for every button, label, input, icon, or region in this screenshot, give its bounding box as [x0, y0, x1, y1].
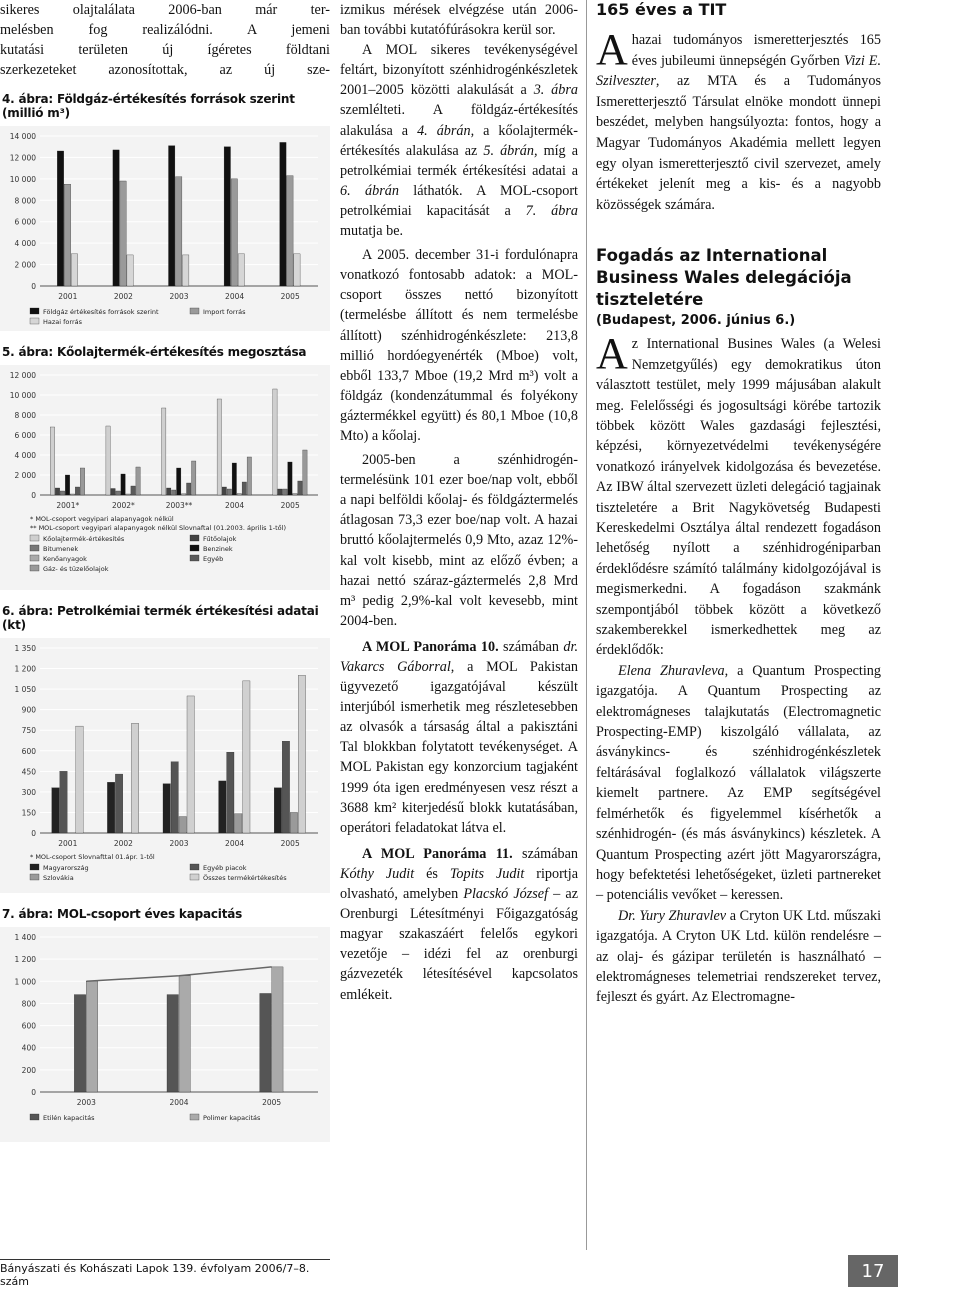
bar	[238, 254, 244, 286]
y-tick-label: 0	[31, 282, 36, 291]
y-tick-label: 1 000	[14, 977, 36, 987]
y-tick-label: 0	[31, 829, 36, 838]
bar	[57, 151, 63, 286]
paragraph	[340, 637, 578, 838]
bar	[75, 487, 79, 495]
column-1	[0, 0, 330, 1142]
bar	[131, 486, 135, 495]
bar	[120, 181, 126, 286]
text: Dr. Yury Zhuravlev	[618, 907, 727, 924]
bar	[231, 179, 237, 286]
text: Kóthy Judit	[340, 865, 415, 882]
paragraph: izmikus mérések elvégzése után 2006-ban további kutatófúrásokra kerül sor.	[340, 2, 578, 39]
article-body	[596, 25, 881, 215]
chart-6	[0, 638, 330, 893]
text: A MOL sikeres tevékenységével feltárt, bizonyított szénhidrogénkészletek 2001–2005 közötti alakulását a	[340, 42, 578, 99]
bar	[273, 389, 277, 495]
bar	[274, 788, 281, 833]
text: 4. ábrán,	[417, 122, 475, 139]
legend-label: Szlovákia	[43, 874, 74, 882]
legend-swatch	[190, 864, 199, 870]
y-tick-label: 200	[21, 1065, 36, 1075]
chart5-title: 5. ábra: Kőolajtermék-értékesítés megosztása	[2, 345, 307, 359]
y-tick-label: 1 200	[14, 664, 36, 674]
chart6-svg	[0, 638, 330, 893]
bar	[187, 483, 191, 495]
legend-label: Összes termékértékesítés	[203, 874, 287, 882]
y-tick-label: 1 200	[14, 955, 36, 965]
legend-swatch	[190, 874, 199, 880]
chart-note: * MOL-csoport Slovnafttal 01.ápr. 1-től	[30, 853, 155, 861]
text: A MOL Panoráma 11.	[362, 845, 513, 862]
text: , az MTA és a Tudományos Ismeretterjesztő Társulat elnöke mondott ünnepi beszédet, melyben hangsúlyozta: fontos, hogy a Magyar Tudományos Akadémia mellett legyen egy olyan ismeretterjesztő civil szervezet, amely értékeket jelenít meg a kis- és a nagyobb közösségek számára.	[596, 73, 881, 213]
text: A MOL Panoráma 10.	[362, 638, 499, 655]
text: számában	[512, 845, 578, 862]
bar	[283, 489, 287, 495]
paragraph	[340, 844, 578, 1005]
legend-swatch	[30, 565, 39, 571]
bar	[183, 255, 189, 286]
bar	[282, 741, 289, 833]
legend-swatch	[30, 318, 39, 324]
bar	[169, 146, 175, 286]
bar	[167, 488, 171, 495]
x-tick-label: 2004	[225, 292, 245, 301]
text: a kőolajtermék-értékesítés alakulása az	[340, 122, 578, 159]
y-tick-label: 400	[21, 1043, 36, 1053]
bar	[227, 489, 231, 495]
bar	[298, 481, 302, 495]
bar	[237, 494, 241, 496]
text: 5. ábrán,	[483, 142, 538, 159]
text: riportja olvasható, amelyben	[340, 865, 578, 903]
legend-swatch	[30, 874, 39, 880]
legend-label: Hazai forrás	[43, 318, 83, 326]
text: 6. ábrán	[340, 182, 399, 199]
x-tick-label: 2002*	[111, 501, 135, 510]
article-body	[596, 329, 882, 1007]
y-tick-label: 12 000	[9, 371, 36, 380]
y-tick-label: 8 000	[14, 411, 36, 420]
legend-label: Polimer kapacitás	[203, 1114, 261, 1122]
bar	[65, 475, 69, 495]
text: , a MOL Pakistan ügyvezető igazgatójával készült interjúból ismerhetik meg részletesebben az olvasók a társaság által a pakisztáni Tal blokkban folytatott tevékenységet. A MOL Pakistan egy konzorcium tagjaként 1999 óta igen eredményesen vesz részt a 3688 km² kiterjedésű blokk kutatásában, operátori feladatokat látva el.	[340, 659, 578, 836]
bar	[287, 176, 293, 286]
bar	[219, 781, 226, 833]
bar	[222, 487, 226, 495]
bar	[177, 468, 181, 495]
legend-label: Benzinek	[203, 545, 233, 553]
bar	[293, 494, 297, 496]
y-tick-label: 800	[21, 999, 36, 1009]
text: 3. ábra	[533, 82, 578, 99]
bar	[179, 817, 186, 833]
journal-footer: Bányászati és Kohászati Lapok 139. évfolyam 2006/7–8. szám	[0, 1259, 330, 1288]
x-tick-label: 2002	[113, 839, 133, 848]
bar	[60, 771, 67, 833]
bar	[162, 408, 166, 495]
bar	[167, 995, 178, 1092]
article-subheading: (Budapest, 2006. június 6.)	[596, 313, 796, 329]
chart-5	[0, 365, 330, 590]
intro-line: sikeres olajtalálata 2006-ban már ter-	[0, 2, 330, 18]
bar	[76, 726, 83, 833]
bar	[131, 723, 138, 833]
bar	[136, 467, 140, 495]
chart-4	[0, 126, 330, 331]
bar	[187, 696, 194, 833]
y-tick-label: 14 000	[9, 132, 36, 141]
y-tick-label: 900	[21, 705, 36, 715]
legend-swatch	[30, 1114, 39, 1120]
legend-label: Kőolajtermék-értékesítés	[43, 535, 125, 543]
column-3	[596, 0, 881, 1008]
text: számában	[498, 638, 564, 655]
x-tick-label: 2001	[58, 839, 78, 848]
legend-swatch	[190, 1114, 199, 1120]
bar	[163, 784, 170, 833]
text: Vizi E. Szilveszter	[596, 52, 881, 90]
text: – az Orenburgi Létesítményi Főigazgatóság magyar szakaszáért felelős egykori vezetője – idézi fel az orenburgi gázvezeték létesítésével kapcsolatos emlékeit.	[340, 886, 578, 1003]
bar	[50, 427, 54, 495]
text: 7. ábra	[525, 202, 578, 219]
x-tick-label: 2005	[280, 501, 300, 510]
chart4-svg	[0, 126, 330, 331]
text: mutatja be.	[340, 223, 404, 240]
paragraph	[340, 40, 578, 241]
x-tick-label: 2004	[225, 501, 245, 510]
y-tick-label: 600	[21, 1021, 36, 1031]
legend-swatch	[30, 535, 39, 541]
bar	[64, 184, 70, 286]
chart7-title: 7. ábra: MOL-csoport éves kapacitás	[2, 907, 243, 921]
legend-swatch	[30, 555, 39, 561]
chart7-svg	[0, 927, 330, 1142]
paragraph	[596, 906, 881, 1008]
bar	[242, 482, 246, 495]
bar	[171, 762, 178, 833]
y-tick-label: 10 000	[9, 391, 36, 400]
intro-line: melésben fog realizálódni. A jemeni	[0, 22, 330, 38]
x-tick-label: 2003	[169, 839, 189, 848]
dropcap: A	[596, 329, 628, 379]
x-tick-label: 2002	[113, 292, 133, 301]
legend-label: Egyéb piacok	[203, 864, 247, 872]
bar	[106, 426, 110, 495]
bar	[60, 491, 64, 495]
text: hazai tudományos ismeretterjesztés 165 éves jubileumi ünnepségén Győrben	[631, 32, 881, 69]
bar	[272, 967, 283, 1092]
bar	[116, 491, 120, 495]
intro-line: kutatási területen új ígéretes földtani	[0, 42, 330, 58]
text: és	[414, 865, 450, 882]
bar	[127, 255, 133, 286]
legend-label: Egyéb	[203, 555, 224, 563]
y-tick-label: 600	[21, 746, 36, 756]
text: láthatók. A MOL-csoport petrolkémiai kapacitását a	[340, 182, 578, 219]
y-tick-label: 4 000	[14, 451, 36, 460]
paragraph: A 2005. december 31-i fordulónapra vonatkozó fontosabb adatok: a MOL-csoport összes nettó bizonyított (termelésbe állított és nem termelésbe állított) szénhidrogénkészlete: 213,8 millió hordóegyenérték (Mboe) volt, ebből 133,7 Mboe (19,2 Mrd m³) volt a földgáz (kondenzátummal és folyékony gáztermékkel együtt) és 80,1 Mboe (10,8 Mto) a kőolaj.	[340, 247, 578, 444]
legend-swatch	[30, 308, 39, 314]
legend-swatch	[190, 308, 199, 314]
legend-label: Gáz- és tüzelőolajok	[43, 565, 109, 573]
y-tick-label: 750	[21, 726, 36, 736]
x-tick-label: 2005	[280, 839, 300, 848]
chart4-title: 4. ábra: Földgáz-értékesítés források szerint (millió m³)	[2, 92, 295, 120]
legend-swatch	[190, 545, 199, 551]
legend-swatch	[30, 545, 39, 551]
bar	[70, 494, 74, 495]
y-tick-label: 150	[21, 808, 36, 818]
dropcap: A	[596, 25, 628, 74]
bar	[232, 463, 236, 495]
bar	[176, 177, 182, 286]
text: a Cryton UK Ltd. műszaki igazgatója. A Cryton UK Ltd. külön rendelésre – az olaj- és gázipar területén is használható – elektromágneses telemetriai rendszereket tervez, fejleszt és gyárt. Az Electromagne-	[596, 907, 882, 1006]
bar	[280, 142, 286, 286]
legend-label: Kenőanyagok	[43, 555, 87, 563]
x-tick-label: 2005	[280, 292, 300, 301]
article-heading: 165 éves a TIT	[596, 0, 727, 19]
legend-label: Földgáz értékesítés források szerint	[43, 308, 159, 316]
bar	[303, 450, 307, 495]
article-heading: Fogadás az International Business Wales delegációja tiszteletére	[596, 246, 852, 310]
chart-note: ** MOL-csoport vegyipari alapanyagok nélkül Slovnaftal (01.2003. április 1-től)	[30, 524, 286, 532]
chart-7	[0, 927, 330, 1142]
x-tick-label: 2004	[169, 1098, 189, 1107]
bar	[298, 675, 305, 833]
bar	[224, 147, 230, 286]
legend-swatch	[190, 555, 199, 561]
x-tick-label: 2005	[262, 1098, 282, 1107]
text: míg a petrolkémiai termék értékesítési adatai a	[340, 142, 578, 179]
bar	[179, 976, 190, 1092]
text: dr. Vakarcs Gáborral	[340, 638, 578, 675]
y-tick-label: 12 000	[9, 153, 36, 163]
paragraph: 2005-ben a szénhidrogén-termelésünk 101 ezer boe/nap volt, ebből a napi belföldi kőolaj- és földgáztermelés átlagosan 73,3 ezer boe/nap volt. A hazai bruttó kőolajtermelés 0,9 Mto, azaz 12%-kal volt kisebb, mint az előző évben; a hazai nettó száraz-gáztermelés 2,8 Mrd m³ pedig 2,9%-kal volt kevesebb, mint 2004-ben.	[340, 452, 578, 629]
bar	[288, 462, 292, 495]
bar	[126, 494, 130, 495]
text: z International Busines Wales (a Welesi Nemzetgyűlés) egy demokratikus úton választott testület, mely 1999 májusában alakult meg. Felelősségi és jogosultsági körébe tartozik többek között Wales gazdasági fejlesztési, képzési, környezetvédelmi tevékenységére vonatkozó irányelvek kidolgozása és bevezetése. Az IBW által szervezett üzleti delegáció tagjainak tiszteletére a Brit Nagykövetség Budapesti Kereskedelmi Osztálya által rendezett fogadáson lehetőség nyílott a szénhidrogéniparban érdeklődésre számító találmány kidolgozójával is megismerkedni. A fogadáson szakmánk szempontjából többek között a következő szakemberekkel ismerkedhettek meg az érdeklődők:	[596, 336, 881, 659]
text: szemlélteti. A földgáz-értékesítés alakulása a	[340, 102, 578, 139]
text: Placskó József	[463, 886, 549, 903]
legend-label: Etilén kapacitás	[43, 1114, 95, 1122]
column-2	[340, 0, 578, 1005]
text: Elena Zhuravleva	[618, 662, 725, 679]
y-tick-label: 0	[31, 491, 36, 500]
text: Topits Judit	[449, 865, 525, 882]
intro-line: szerkezeteket azonosítottak, az új sze-	[0, 62, 330, 78]
bar	[260, 993, 271, 1092]
bar	[294, 254, 300, 286]
chart5-svg	[0, 365, 330, 590]
bar	[52, 788, 59, 833]
y-tick-label: 1 050	[14, 685, 36, 695]
bar	[71, 254, 77, 286]
column-divider	[586, 0, 587, 1250]
y-tick-label: 6 000	[14, 431, 36, 440]
y-tick-label: 10 000	[9, 174, 36, 184]
x-tick-label: 2001	[58, 292, 78, 301]
y-tick-label: 8 000	[14, 196, 36, 206]
bar	[247, 457, 251, 495]
paragraph	[596, 661, 881, 906]
bar	[235, 814, 242, 833]
legend-swatch	[190, 535, 199, 541]
x-tick-label: 2003	[76, 1098, 96, 1107]
legend-swatch	[30, 864, 39, 870]
bar	[217, 399, 221, 495]
y-tick-label: 450	[21, 767, 36, 777]
chart-note: * MOL-csoport vegyipari alapanyagok nélkül	[30, 515, 174, 523]
y-tick-label: 1 350	[14, 644, 36, 653]
bar	[86, 981, 97, 1092]
bar	[115, 774, 122, 833]
legend-label: Bitumenek	[43, 545, 79, 553]
y-tick-label: 2 000	[14, 260, 36, 270]
bar	[172, 490, 176, 495]
y-tick-label: 6 000	[14, 217, 36, 227]
bar	[278, 489, 282, 495]
y-tick-label: 0	[31, 1088, 36, 1097]
y-tick-label: 2 000	[14, 471, 36, 480]
bar	[111, 489, 115, 496]
legend-label: Magyarország	[43, 864, 89, 872]
bar	[55, 488, 59, 495]
bar	[243, 681, 250, 833]
x-tick-label: 2004	[225, 839, 245, 848]
y-tick-label: 4 000	[14, 239, 36, 249]
bar	[290, 812, 297, 833]
y-tick-label: 300	[21, 787, 36, 797]
y-tick-label: 1 400	[14, 933, 36, 942]
bar	[74, 995, 85, 1092]
x-tick-label: 2003**	[165, 501, 193, 510]
x-tick-label: 2001*	[56, 501, 80, 510]
chart6-title: 6. ábra: Petrolkémiai termék értékesítési adatai (kt)	[2, 604, 319, 632]
x-tick-label: 2003	[169, 292, 189, 301]
intro-text	[0, 0, 330, 80]
bar	[80, 468, 84, 495]
bar	[182, 494, 186, 495]
bar	[121, 474, 125, 495]
legend-label: Import forrás	[203, 308, 246, 316]
legend-label: Fűtőolajok	[203, 535, 237, 543]
text: , a Quantum Prospecting igazgatója. A Quantum Prospecting az elektromágneses talajkutatás (Electromagnetic Prospecting-EMP) kiszolgáló vállalata, az ásványkincs- és szénhidrogénkészletek feltárásával foglalkozó vállalatok világszerte kiemelt partnere. Az EMP segítségével felmérhetők és figyelemmel kísérhetők a szénhidrogén- (és más ásványkincs) készletek. A Quantum Prospecting azért jött Magyarországra, hogy befektetési lehetőségeket, üzleti partnereket – potenciális vevőket – keressen.	[596, 662, 881, 904]
page-number: 17	[848, 1255, 898, 1287]
bar	[113, 150, 119, 286]
bar	[227, 752, 234, 833]
paragraph	[596, 329, 881, 661]
bar	[192, 461, 196, 495]
bar	[107, 782, 114, 833]
